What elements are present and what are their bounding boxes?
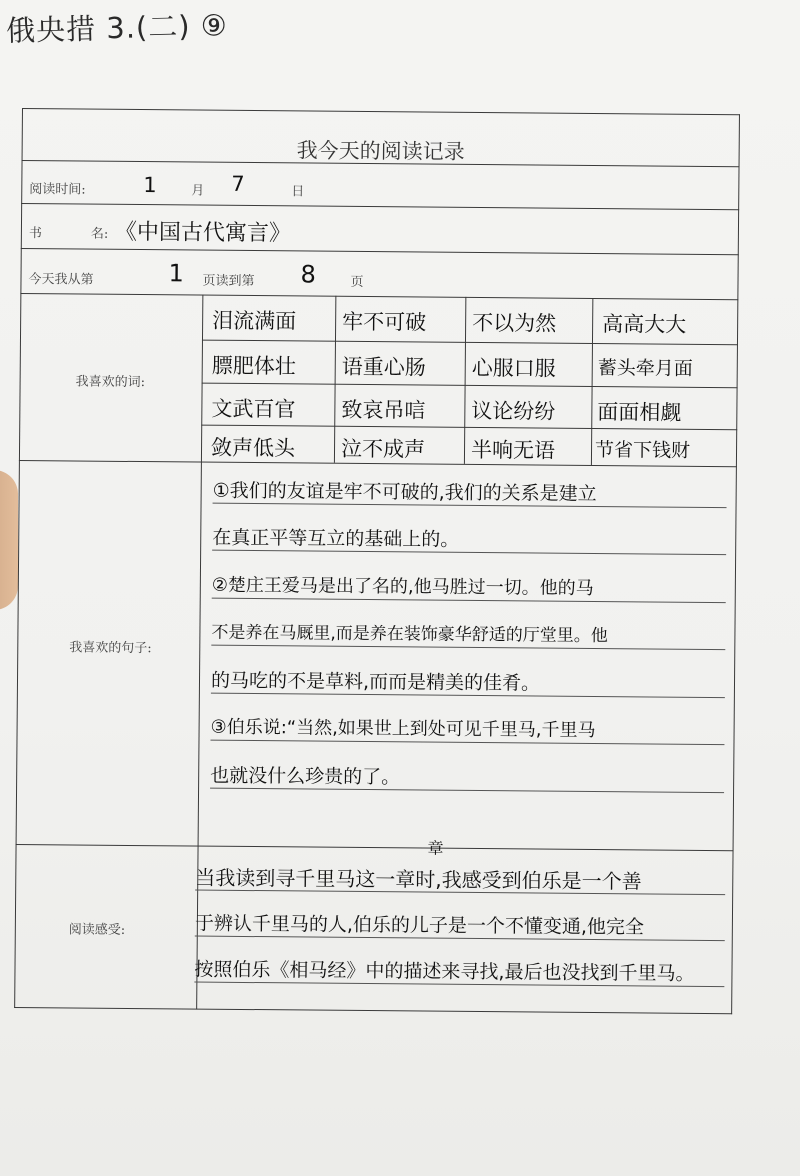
word-cell: 面面相觑 — [597, 400, 682, 425]
feeling-line: 按照伯乐《相马经》中的描述来寻找,最后也没找到千里马。 — [194, 958, 695, 985]
table-line — [16, 844, 734, 851]
feeling-line: 当我读到寻千里马这一章时,我感受到伯乐是一个善 — [195, 865, 642, 894]
table-line — [20, 293, 738, 300]
word-cell: 文武百官 — [211, 396, 296, 422]
month-label: 月 — [191, 183, 205, 199]
word-cell: 高高大大 — [602, 312, 687, 337]
page-label-start: 今天我从第 — [28, 272, 94, 288]
reading-record-table — [14, 108, 740, 1014]
table-title: 我今天的阅读记录 — [296, 138, 465, 164]
sentence-line: 不是养在马厩里,而是养在装饰豪华舒适的厅堂里。他 — [211, 622, 608, 647]
word-cell: 敛声低头 — [210, 435, 296, 461]
word-cell: 不以为然 — [472, 310, 557, 336]
table-divider — [591, 298, 593, 465]
sentence-line: ①我们的友谊是牢不可破的,我们的关系是建立 — [212, 479, 597, 506]
feeling-line: 于辨认千里马的人,伯乐的儿子是一个不懂变通,他完全 — [194, 912, 645, 939]
date-month-value: 1 — [143, 173, 157, 198]
word-cell: 蓄头牵月面 — [597, 357, 693, 380]
word-cell: 膘肥体壮 — [211, 353, 296, 379]
date-label: 阅读时间: — [29, 182, 86, 198]
table-divider — [464, 297, 466, 464]
page-label-end: 页 — [350, 274, 364, 290]
sentences-label: 我喜欢的句子: — [69, 640, 152, 657]
day-label: 日 — [291, 184, 305, 200]
page-label-mid: 页读到第 — [202, 273, 255, 290]
word-cell: 半响无语 — [470, 437, 556, 463]
book-name: 《中国古代寓言》 — [114, 219, 292, 247]
table-line — [202, 383, 738, 389]
table-divider — [196, 295, 203, 1010]
page-start-value: 1 — [168, 259, 184, 288]
feeling-insert-mark: 章 — [427, 838, 444, 858]
table-divider — [334, 296, 336, 463]
sentence-line: ③伯乐说:“当然,如果世上到处可见千里马,千里马 — [210, 716, 596, 742]
words-label: 我喜欢的词: — [75, 374, 146, 391]
book-label: 书 — [28, 226, 42, 242]
word-cell: 心服口服 — [471, 355, 556, 381]
word-cell: 议论纷纷 — [471, 398, 556, 424]
date-day-value: 7 — [231, 171, 245, 196]
word-cell: 语重心肠 — [341, 354, 426, 380]
header-note: 俄央措 3.(二) ⑨ — [5, 8, 229, 48]
word-cell: 致哀吊唁 — [341, 397, 426, 423]
word-cell: 节省下钱财 — [594, 439, 691, 462]
book-label-suffix: 名: — [90, 226, 109, 242]
table-line — [21, 203, 739, 210]
word-cell: 牢不可破 — [342, 309, 427, 335]
sentence-line: 也就没什么珍贵的了。 — [210, 764, 401, 789]
sentence-line: 的马吃的不是草料,而而是精美的佳肴。 — [210, 669, 541, 695]
table-line — [21, 248, 739, 255]
finger — [0, 470, 18, 610]
page-end-value: 8 — [300, 260, 316, 289]
word-cell: 泪流满面 — [212, 308, 297, 334]
word-cell: 泣不成声 — [340, 436, 426, 462]
sentence-line: ②楚庄王爱马是出了名的,他马胜过一切。他的马 — [211, 574, 594, 600]
sentence-line: 在真正平等互立的基础上的。 — [212, 526, 460, 551]
table-line — [202, 340, 738, 346]
feeling-label: 阅读感受: — [68, 922, 126, 938]
